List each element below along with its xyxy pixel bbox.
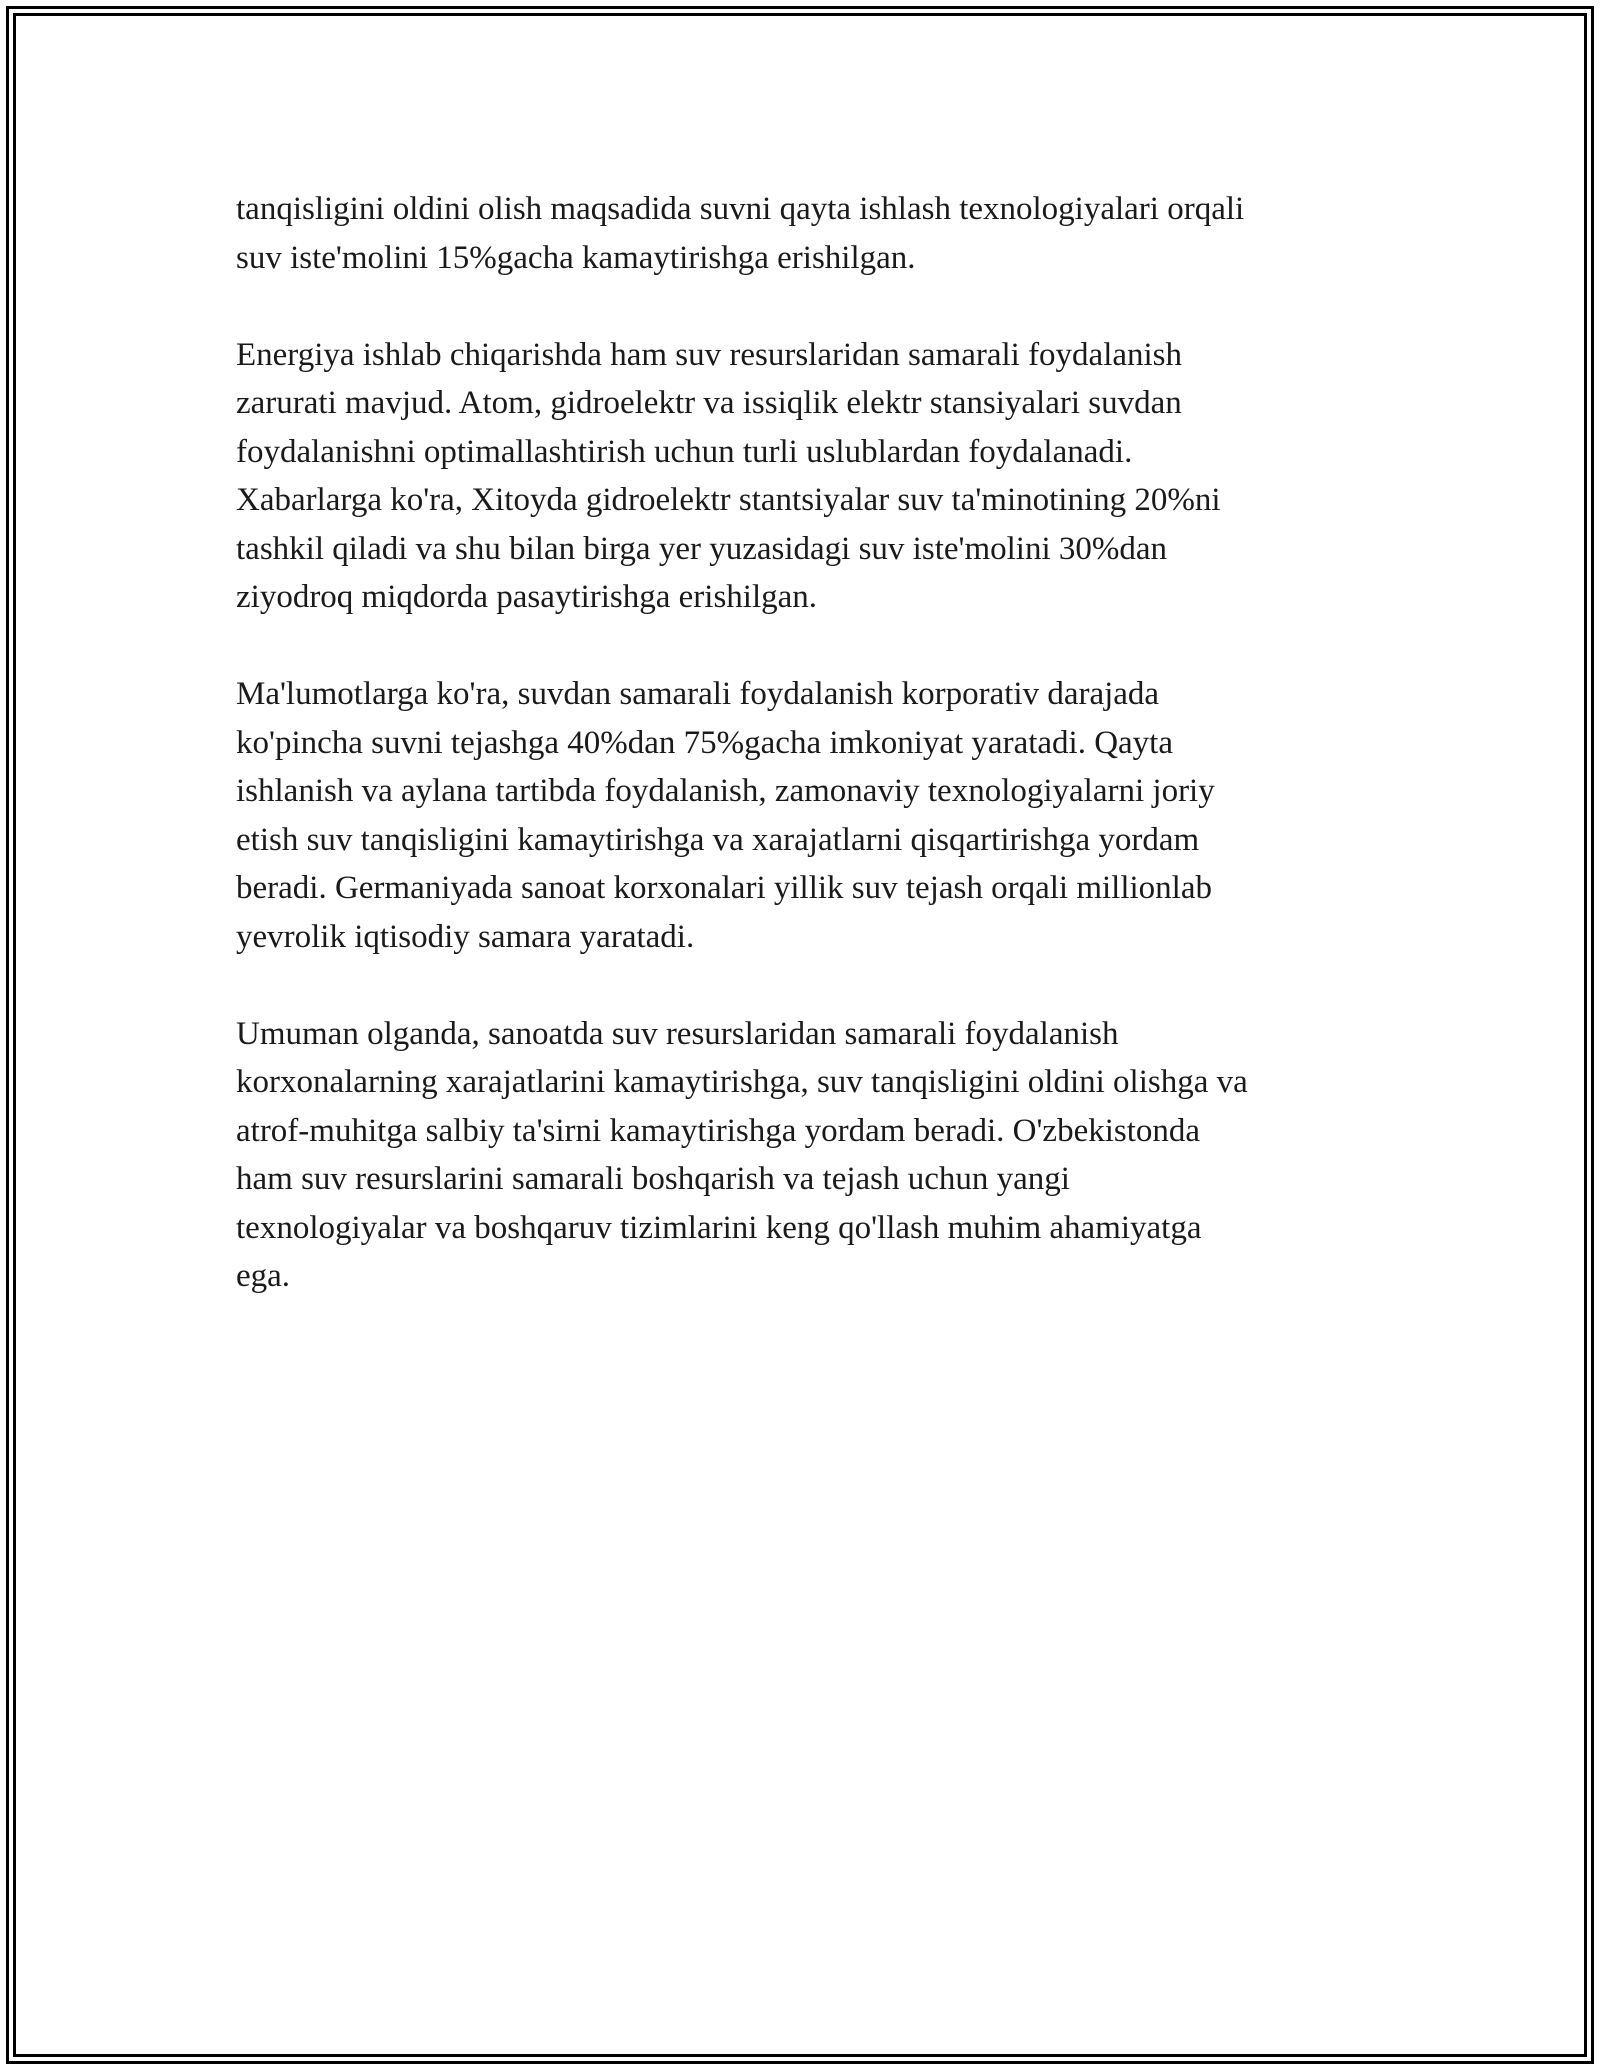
paragraph-4 (236, 1010, 1376, 1301)
text-line: yevrolik iqtisodiy samara yaratadi. (236, 918, 695, 955)
text-line: ega. (236, 1258, 291, 1294)
text-line: ziyodroq miqdorda pasaytirishga erishilgan. (236, 579, 818, 615)
text-line: texnologiyalar va boshqaruv tizimlarini keng qo'llash muhim ahamiyatga (236, 1209, 1202, 1246)
text-line: Ma'lumotlarga ko'ra, suvdan samarali foydalanish korporativ darajada (236, 676, 1160, 712)
text-line: ko'pincha suvni tejashga 40%dan 75%gacha imkoniyat yaratadi. Qayta (236, 724, 1173, 761)
paragraph-3 (236, 670, 1376, 961)
text-line: foydalanishni optimallashtirish uchun turli uslublardan foydalanadi. (236, 433, 1133, 470)
text-line: suv iste'molini 15%gacha kamaytirishga erishilgan. (236, 239, 916, 276)
text-line: zarurati mavjud. Atom, gidroelektr va issiqlik elektr stansiyalari suvdan (236, 385, 1182, 421)
text-line: Xabarlarga ko'ra, Xitoyda gidroelektr stantsiyalar suv ta'minotining 20%ni (236, 482, 1221, 518)
document-body (236, 185, 1376, 1349)
text-line: ishlanish va aylana tartibda foydalanish, zamonaviy texnologiyalarni joriy (236, 773, 1215, 809)
text-line: tanqisligini oldini olish maqsadida suvni qayta ishlash texnologiyalari orqali (236, 191, 1245, 227)
text-line: ham suv resurslarini samarali boshqarish va tejash uchun yangi (236, 1161, 1070, 1197)
text-line: korxonalarning xarajatlarini kamaytirishga, suv tanqisligini oldini olishga va (236, 1064, 1248, 1100)
text-line: atrof-muhitga salbiy ta'sirni kamaytirishga yordam beradi. O'zbekistonda (236, 1112, 1201, 1149)
text-line: etish suv tanqisligini kamaytirishga va xarajatlarni qisqartirishga yordam (236, 821, 1200, 858)
text-line: beradi. Germaniyada sanoat korxonalari yillik suv tejash orqali millionlab (236, 870, 1212, 906)
text-line: tashkil qiladi va shu bilan birga yer yuzasidagi suv iste'molini 30%dan (236, 530, 1168, 567)
text-line: Umuman olganda, sanoatda suv resurslaridan samarali foydalanish (236, 1015, 1119, 1052)
paragraph-2 (236, 331, 1376, 622)
text-line: Energiya ishlab chiqarishda ham suv resurslaridan samarali foydalanish (236, 336, 1183, 373)
paragraph-1 (236, 185, 1376, 282)
